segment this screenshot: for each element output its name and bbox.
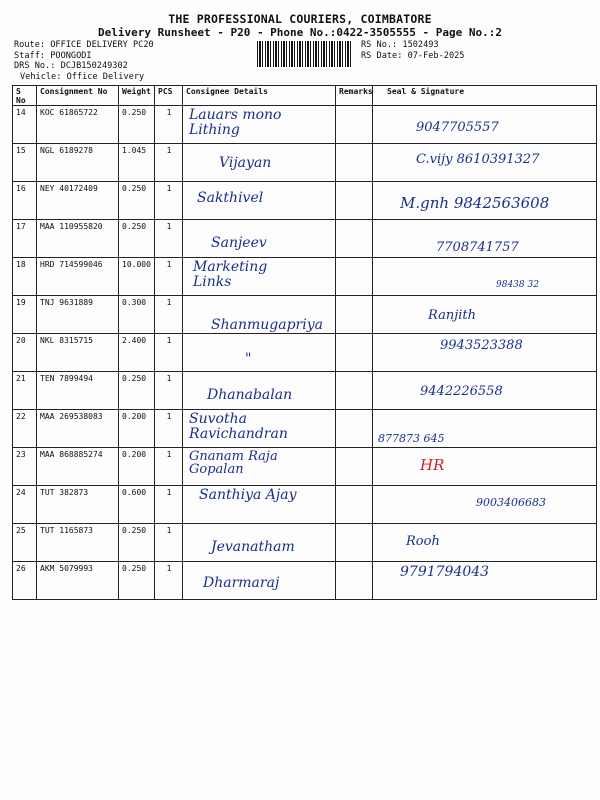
- remarks: [336, 410, 373, 448]
- weight: 0.250: [119, 182, 155, 220]
- signature-cell: [373, 448, 597, 486]
- signature: C.vijy 8610391327: [416, 152, 540, 167]
- signature: 9791794043: [400, 564, 490, 580]
- header-weight: Weight: [119, 86, 155, 106]
- meta-right: [361, 40, 464, 61]
- pcs: 1: [155, 410, 183, 448]
- signature-cell: [373, 562, 597, 600]
- pcs: 1: [155, 334, 183, 372]
- weight: 10.000: [119, 258, 155, 296]
- consignment-no: NGL 6189278: [37, 144, 119, 182]
- weight: 0.250: [119, 562, 155, 600]
- remarks: [336, 334, 373, 372]
- signature: 7708741757: [436, 240, 519, 255]
- table-header-row: [13, 86, 597, 106]
- signature-cell: [373, 182, 597, 220]
- sno: 14: [13, 106, 37, 144]
- route-text: Route: OFFICE DELIVERY PC20: [14, 40, 154, 50]
- remarks: [336, 182, 373, 220]
- table-row: [13, 524, 597, 562]
- consignee-handwriting: Gnanam Raja Gopalan: [189, 449, 278, 477]
- sno: 15: [13, 144, 37, 182]
- consignee-handwriting: Lauars mono Lithing: [189, 107, 282, 138]
- signature-cell: [373, 372, 597, 410]
- weight: 0.300: [119, 296, 155, 334]
- consignee-details: [183, 410, 336, 448]
- sno: 18: [13, 258, 37, 296]
- signature: 9442226558: [420, 384, 503, 399]
- remarks: [336, 524, 373, 562]
- sno: 20: [13, 334, 37, 372]
- remarks: [336, 486, 373, 524]
- pcs: 1: [155, 448, 183, 486]
- table-row: [13, 562, 597, 600]
- company-title: THE PROFESSIONAL COURIERS, COIMBATORE: [168, 12, 432, 26]
- weight: 0.600: [119, 486, 155, 524]
- consignee-details: [183, 182, 336, 220]
- consignment-no: TUT 1165873: [37, 524, 119, 562]
- signature-cell: [373, 106, 597, 144]
- pcs: 1: [155, 144, 183, 182]
- table-row: [13, 410, 597, 448]
- signature-cell: [373, 144, 597, 182]
- consignee-details: [183, 220, 336, 258]
- consignee-handwriting: Sakthivel: [197, 190, 264, 206]
- signature-cell: [373, 296, 597, 334]
- pcs: 1: [155, 220, 183, 258]
- signature: M.gnh 9842563608: [400, 194, 550, 212]
- consignee-details: [183, 296, 336, 334]
- signature-cell: [373, 524, 597, 562]
- weight: 0.200: [119, 448, 155, 486]
- sno: 23: [13, 448, 37, 486]
- consignee-details: [183, 562, 336, 600]
- table-row: [13, 220, 597, 258]
- table-row: [13, 144, 597, 182]
- signature: 9943523388: [440, 338, 523, 353]
- table-row: [13, 334, 597, 372]
- consignee-handwriting: ": [245, 351, 252, 367]
- meta-left: [14, 40, 154, 82]
- remarks: [336, 448, 373, 486]
- consignment-no: KOC 61865722: [37, 106, 119, 144]
- remarks: [336, 220, 373, 258]
- consignee-handwriting: Suvotha Ravichandran: [189, 411, 288, 442]
- rs-number: RS No.: 1502493: [361, 40, 439, 50]
- consignment-no: NKL 8315715: [37, 334, 119, 372]
- sno: 16: [13, 182, 37, 220]
- consignment-no: TUT 382873: [37, 486, 119, 524]
- table-row: [13, 448, 597, 486]
- header-consignee: Consignee Details: [183, 86, 336, 106]
- signature-cell: [373, 486, 597, 524]
- signature-cell: [373, 334, 597, 372]
- consignee-handwriting: Shanmugapriya: [211, 317, 323, 333]
- header-signature: Seal & Signature: [373, 86, 597, 106]
- pcs: 1: [155, 486, 183, 524]
- table-row: [13, 106, 597, 144]
- consignee-handwriting: Vijayan: [219, 155, 272, 171]
- consignee-details: [183, 448, 336, 486]
- table-row: [13, 258, 597, 296]
- consignee-details: [183, 258, 336, 296]
- consignee-handwriting: Dhanabalan: [207, 387, 293, 403]
- consignment-no: NEY 40172409: [37, 182, 119, 220]
- table-row: [13, 296, 597, 334]
- sno: 25: [13, 524, 37, 562]
- remarks: [336, 296, 373, 334]
- consignee-details: [183, 334, 336, 372]
- signature-cell: [373, 258, 597, 296]
- table-row: [13, 372, 597, 410]
- signature-cell: [373, 220, 597, 258]
- vehicle-text: Vehicle: Office Delivery: [20, 71, 145, 82]
- consignee-details: [183, 144, 336, 182]
- header-pcs: PCS: [155, 86, 183, 106]
- remarks: [336, 258, 373, 296]
- remarks: [336, 562, 373, 600]
- signature: 9003406683: [476, 496, 546, 509]
- pcs: 1: [155, 106, 183, 144]
- remarks: [336, 372, 373, 410]
- weight: 0.250: [119, 524, 155, 562]
- rs-date: RS Date: 07-Feb-2025: [361, 50, 465, 61]
- consignee-details: [183, 372, 336, 410]
- consignment-no: AKM 5079993: [37, 562, 119, 600]
- sno: 21: [13, 372, 37, 410]
- consignment-no: HRD 714599046: [37, 258, 119, 296]
- staff-text: Staff: POONGODI: [14, 50, 92, 61]
- consignee-details: [183, 486, 336, 524]
- sno: 19: [13, 296, 37, 334]
- header-consignment-no: Consignment No: [37, 86, 119, 106]
- signature: 877873 645: [378, 432, 445, 445]
- consignee-details: [183, 106, 336, 144]
- consignment-no: MAA 269538083: [37, 410, 119, 448]
- consignment-no: MAA 110955820: [37, 220, 119, 258]
- runsheet-table: [12, 85, 597, 600]
- pcs: 1: [155, 258, 183, 296]
- sno: 26: [13, 562, 37, 600]
- sno: 22: [13, 410, 37, 448]
- drs-number: DRS No.: DCJB150249302: [14, 61, 128, 72]
- weight: 0.250: [119, 106, 155, 144]
- consignee-handwriting: Santhiya Ajay: [199, 487, 297, 503]
- barcode: [257, 41, 351, 67]
- consignee-handwriting: Marketing Links: [193, 259, 268, 290]
- sno: 17: [13, 220, 37, 258]
- remarks: [336, 144, 373, 182]
- signature: 9047705557: [416, 120, 499, 135]
- pcs: 1: [155, 296, 183, 334]
- signature: Ranjith: [428, 308, 476, 323]
- consignment-no: TEN 7899494: [37, 372, 119, 410]
- weight: 0.250: [119, 220, 155, 258]
- table-row: [13, 486, 597, 524]
- consignee-handwriting: Dharmaraj: [203, 575, 280, 591]
- header-remarks: Remarks: [336, 86, 373, 106]
- weight: 1.045: [119, 144, 155, 182]
- signature: 98438 32: [496, 280, 539, 290]
- weight: 0.200: [119, 410, 155, 448]
- pcs: 1: [155, 182, 183, 220]
- pcs: 1: [155, 372, 183, 410]
- consignment-no: MAA 868885274: [37, 448, 119, 486]
- sno: 24: [13, 486, 37, 524]
- consignee-handwriting: Sanjeev: [211, 235, 267, 251]
- consignee-handwriting: Jevanatham: [211, 539, 295, 555]
- consignee-details: [183, 524, 336, 562]
- pcs: 1: [155, 562, 183, 600]
- signature: HR: [420, 456, 445, 474]
- header-sno: S No: [13, 86, 37, 106]
- runsheet-subtitle: Delivery Runsheet - P20 - Phone No.:0422-3505555 - Page No.:2: [98, 26, 502, 39]
- consignment-no: TNJ 9631889: [37, 296, 119, 334]
- weight: 0.250: [119, 372, 155, 410]
- weight: 2.400: [119, 334, 155, 372]
- pcs: 1: [155, 524, 183, 562]
- remarks: [336, 106, 373, 144]
- table-row: [13, 182, 597, 220]
- signature: Rooh: [406, 534, 440, 549]
- signature-cell: [373, 410, 597, 448]
